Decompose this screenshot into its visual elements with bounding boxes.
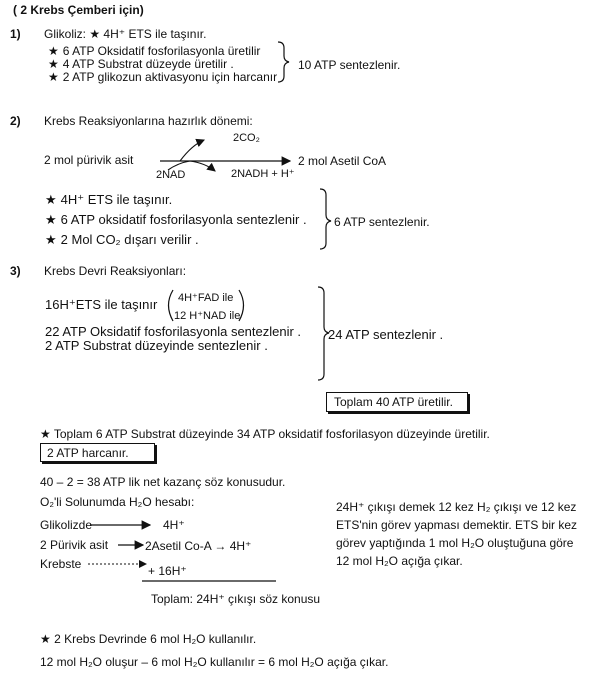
section-3-number: 3) bbox=[10, 264, 21, 278]
section-2-item: ★ 6 ATP oksidatif fosforilasyonla sentezlenir . bbox=[45, 212, 307, 228]
brace-section-2 bbox=[320, 189, 331, 249]
section-2-heading: Krebs Reaksiyonlarına hazırlık dönemi: bbox=[44, 114, 253, 128]
reaction-product: 2 mol Asetil CoA bbox=[298, 154, 387, 168]
nad-uptake-curve bbox=[168, 161, 215, 171]
water-total: Toplam: 24H⁺ çıkışı söz konusu bbox=[151, 592, 321, 606]
total-box-label: Toplam 40 ATP üretilir. bbox=[334, 395, 453, 409]
spent-box-label: 2 ATP harcanır. bbox=[47, 446, 129, 460]
note-line: ETS'nin görev yapması demektir. ETS bir kez bbox=[336, 518, 578, 532]
section-3-subline: 4H⁺FAD ile bbox=[178, 292, 234, 304]
water-row-value: + 16H⁺ bbox=[148, 564, 187, 578]
section-1-item: ★ 2 ATP glikozun aktivasyonu için harcanır bbox=[48, 70, 277, 84]
section-3-subline: 12 H⁺NAD ile bbox=[174, 310, 241, 322]
water-row-value: 2Asetil Co-A → 4H⁺ bbox=[145, 539, 252, 553]
section-3-heading: Krebs Devri Reaksiyonları: bbox=[44, 264, 187, 278]
section-3-result: 24 ATP sentezlenir . bbox=[328, 327, 444, 342]
water-row-label: Krebste bbox=[40, 557, 82, 571]
water-row-label: Glikolizde bbox=[40, 518, 93, 532]
section-2-item: ★ 4H⁺ ETS ile taşınır. bbox=[45, 192, 172, 208]
section-2-item: ★ 2 Mol CO₂ dışarı verilir . bbox=[45, 232, 199, 248]
section-2-result: 6 ATP sentezlenir. bbox=[334, 215, 430, 229]
net-line: 40 – 2 = 38 ATP lik net kazanç söz konusudur. bbox=[40, 475, 286, 489]
ending-line: ★ 2 Krebs Devrinde 6 mol H₂O kullanılır. bbox=[40, 632, 257, 646]
section-3-line: 2 ATP Substrat düzeyinde sentezlenir . bbox=[45, 338, 268, 353]
page-title: ( 2 Krebs Çemberi için) bbox=[13, 3, 144, 17]
water-row-label: 2 Pürivik asit bbox=[40, 538, 109, 552]
reaction-nadh: 2NADH + H⁺ bbox=[231, 168, 295, 180]
co2-release-arrow bbox=[180, 140, 204, 161]
section-1-item: ★ 4 ATP Substrat düzeyde üretilir . bbox=[48, 57, 234, 71]
paren-left bbox=[169, 290, 174, 321]
section-3-line: 16H⁺ETS ile taşınır bbox=[45, 297, 158, 312]
summary-line: ★ Toplam 6 ATP Substrat düzeyinde 34 ATP oksidatif fosforilasyon düzeyinde üretilir. bbox=[40, 427, 490, 441]
section-1-result: 10 ATP sentezlenir. bbox=[298, 58, 401, 72]
water-row-value: 4H⁺ bbox=[163, 518, 185, 532]
ending-line: 12 mol H₂O oluşur – 6 mol H₂O kullanılır = 6 mol H₂O açığa çıkar. bbox=[40, 655, 389, 669]
reaction-nad: 2NAD bbox=[156, 169, 186, 181]
reaction-co2: 2CO₂ bbox=[233, 132, 260, 144]
section-1-item: ★ 6 ATP Oksidatif fosforilasyonla üretilir bbox=[48, 44, 260, 58]
section-3-line: 22 ATP Oksidatif fosforilasyonla sentezlenir . bbox=[45, 324, 302, 339]
note-line: görev yaptığında 1 mol H₂O oluştuğuna göre bbox=[336, 536, 574, 550]
section-2-number: 2) bbox=[10, 114, 21, 128]
water-heading: O₂'li Solunumda H₂O hesabı: bbox=[40, 495, 195, 509]
note-line: 24H⁺ çıkışı demek 12 kez H₂ çıkışı ve 12 kez bbox=[336, 500, 577, 514]
note-line: 12 mol H₂O açığa çıkar. bbox=[336, 554, 463, 568]
section-1-heading: Glikoliz: ★ 4H⁺ ETS ile taşınır. bbox=[44, 27, 207, 41]
brace-section-3 bbox=[318, 287, 329, 380]
paren-right bbox=[239, 290, 244, 321]
reaction-reactant: 2 mol pürivik asit bbox=[44, 153, 134, 167]
brace-section-1 bbox=[278, 42, 289, 82]
section-1-number: 1) bbox=[10, 27, 21, 41]
